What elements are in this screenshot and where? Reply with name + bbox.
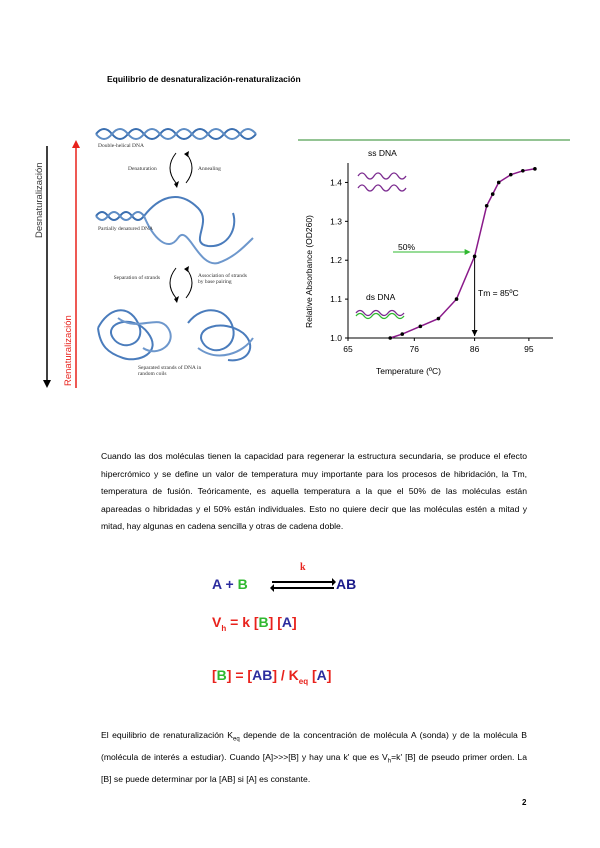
x-tick-label: 65 (343, 344, 353, 354)
p2-a: El equilibrio de renaturalización K (101, 730, 234, 740)
b-ab: AB (252, 667, 273, 683)
equilibrium-arrows (270, 576, 336, 594)
b-mid: ] = [ (226, 667, 253, 683)
eq-plus: + (225, 576, 234, 592)
paragraph-2 (101, 727, 527, 789)
y-tick-label: 1.1 (330, 294, 342, 305)
ss-dna-strand (358, 173, 406, 179)
y-tick-label: 1.0 (330, 333, 342, 343)
equilibrium-equation (212, 562, 372, 602)
vh-b: B (258, 614, 269, 630)
y-tick-label: 1.4 (330, 177, 342, 188)
p2-b: depende de la concentración de molécula A (sonda) y de la molécula B (molécula de interés a estudiar). Cuando [A]>>>[B] y hay una k' que es V (101, 730, 527, 763)
double-helix-label: Double-helical DNA (98, 143, 144, 149)
separated-label: Separated strands of DNA in random coils (138, 365, 202, 377)
melting-curve-svg (298, 138, 570, 386)
b-open2: [ (308, 667, 317, 683)
x-tick-label: 76 (409, 344, 420, 354)
vh-mid: ] [ (268, 614, 282, 630)
data-point (521, 169, 525, 173)
b-close: ] (326, 667, 332, 683)
b-sub: eq (298, 676, 309, 686)
data-point (485, 204, 489, 208)
denaturation-axis-label: Desnaturalización (34, 162, 45, 238)
p2-a-sub: eq (233, 736, 240, 743)
partial-label: Partially denatured DNA (98, 226, 153, 232)
b-open: [ (212, 667, 217, 683)
vh-end: ] (292, 614, 297, 630)
data-point (437, 317, 441, 321)
p2-b-sub: h (387, 758, 392, 765)
separation-label: Separation of strands (113, 275, 160, 281)
double-helix-drawing (96, 129, 256, 139)
vh-v: V (212, 614, 222, 630)
eq-b: B (237, 576, 248, 592)
ss-dna-strand (358, 185, 406, 191)
paragraph-1: Cuando las dos moléculas tienen la capacidad para regenerar la estructura secundaria, se produce el efecto hipercrómico y se define un valor de temperatura muy importante para los procesos de hibridación, la Tm, temperatura de fusión. Teóricamente, es aquella temperatura a la que el 50% de las moléculas están apareadas o hibridadas y el 50% están individuales. Esto no quiere decir que las moléculas estén a mitad y mitad, hay algunas en cadena sencilla y otras de cadena doble. (101, 451, 527, 531)
page-title: Equilibrio de desnaturalización-renaturalización (107, 74, 301, 84)
eq-a: A (212, 576, 222, 592)
eq-ab: AB (336, 576, 357, 592)
melting-curve-line (390, 169, 535, 338)
eq-row1 (212, 576, 248, 592)
data-point (419, 325, 423, 329)
denaturation-label: Denaturation (128, 166, 157, 172)
tm-arrowhead (472, 330, 478, 336)
b-div: ] / K (272, 667, 299, 683)
xlabel: Temperature (ºC) (376, 366, 441, 376)
x-tick-label: 95 (524, 344, 534, 354)
p2-c: =k' [B] de pseudo primer orden. La [B] se puede determinar por la [AB] si [A] es constante. (101, 752, 527, 785)
percent-arrowhead (465, 249, 471, 255)
annealing-label: Annealing (198, 166, 221, 172)
melting-curve-chart (298, 138, 570, 386)
data-point (497, 181, 501, 185)
vh-sub: h (221, 623, 227, 633)
vh-a: A (281, 614, 292, 630)
x-tick-label: 86 (469, 344, 480, 354)
percent-label: 50% (398, 242, 416, 252)
page-number: 2 (522, 798, 527, 807)
ds-dna-label: ds DNA (366, 292, 396, 302)
b-a: A (316, 667, 327, 683)
ss-dna-label: ss DNA (368, 148, 397, 158)
y-tick-label: 1.3 (330, 216, 342, 227)
data-point (388, 336, 392, 340)
data-point (533, 167, 537, 171)
concentration-equation (212, 667, 331, 686)
y-tick-label: 1.2 (330, 255, 342, 266)
data-point (509, 173, 513, 177)
rate-equation (212, 614, 297, 633)
association-label: Association of strands by base pairing (198, 273, 247, 285)
random-coils-drawing (98, 310, 253, 360)
data-point (400, 332, 404, 336)
denaturation-figure (28, 118, 288, 398)
data-point (455, 297, 459, 301)
data-point (491, 192, 495, 196)
vh-rest: = k [ (226, 614, 259, 630)
ylabel: Relative Absorbance (OD260) (304, 215, 314, 328)
rate-k: k (300, 562, 306, 573)
tm-label: Tm = 85ºC (478, 288, 519, 298)
b-b: B (216, 667, 227, 683)
renaturation-axis-label: Renaturalización (63, 315, 74, 386)
